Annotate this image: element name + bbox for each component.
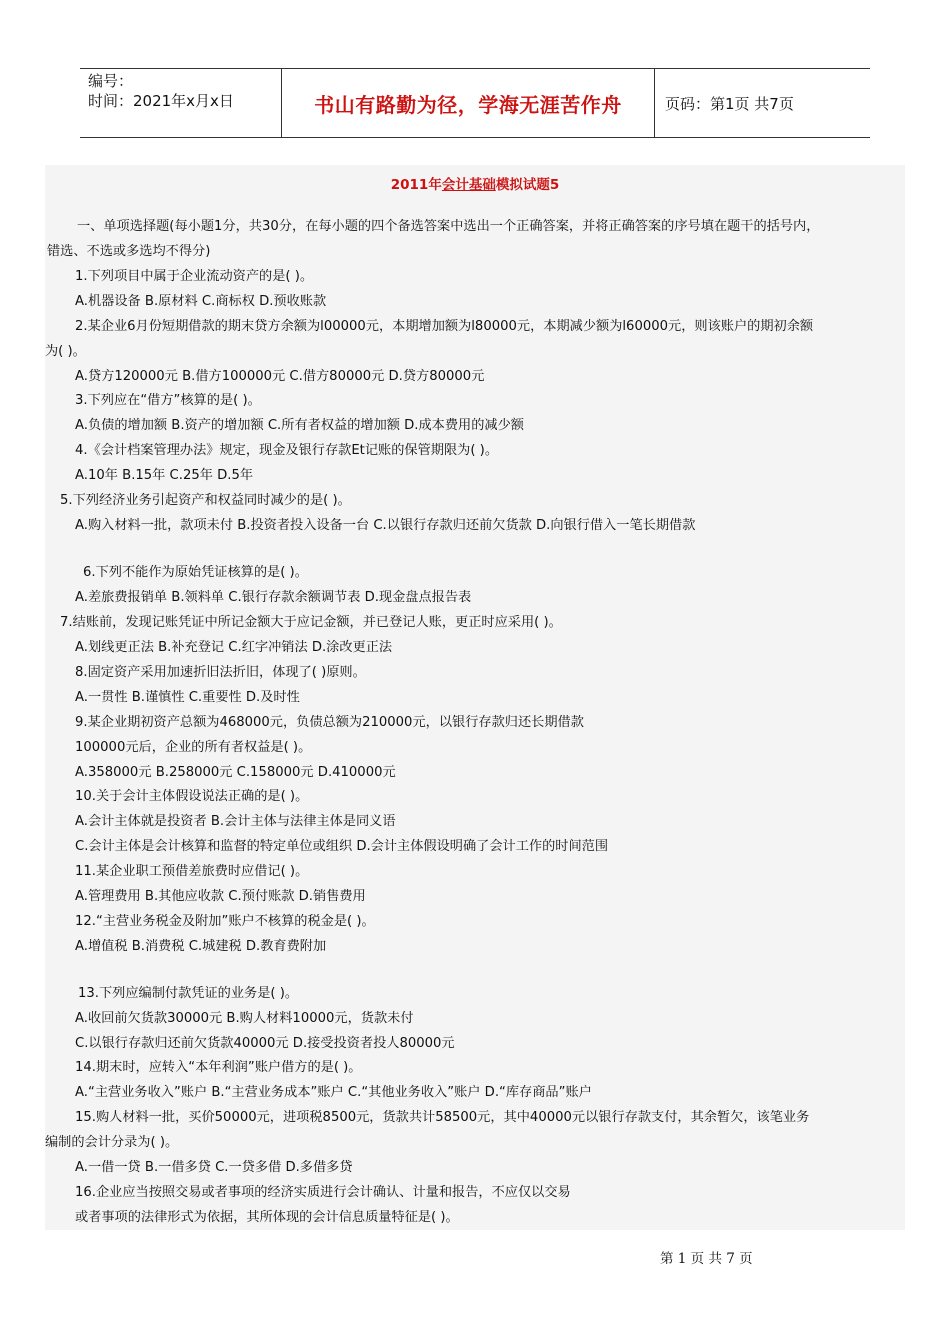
option-line: A.划线更正法 B.补充登记 C.红字冲销法 D.涂改更正法 — [75, 640, 393, 655]
option-line: A.会计主体就是投资者 B.会计主体与法律主体是同义语 — [75, 814, 396, 829]
question-line: 100000元后，企业的所有者权益是( )。 — [75, 740, 312, 755]
title-rest: 模拟试题5 — [495, 177, 560, 193]
question-line: 14.期末时，应转入“本年利润”账户借方的是( )。 — [75, 1060, 362, 1075]
exam-content — [45, 165, 905, 1230]
option-line: A.收回前欠货款30000元 B.购人材料10000元，货款未付 — [75, 1011, 414, 1026]
option-line: A.差旅费报销单 B.领料单 C.银行存款余额调节表 D.现金盘点报告表 — [75, 590, 472, 605]
date-label: 时间：2021年x月x日 — [88, 92, 234, 110]
question-line: 9.某企业期初资产总额为468000元，负债总额为210000元，以银行存款归还长期借款 — [75, 715, 584, 730]
question-line: 6.下列不能作为原始凭证核算的是( )。 — [83, 565, 308, 580]
question-line: 10.关于会计主体假设说法正确的是( )。 — [75, 789, 309, 804]
question-line: 编制的会计分录为( )。 — [45, 1135, 179, 1150]
option-line: A.贷方120000元 B.借方100000元 C.借方80000元 D.贷方80000元 — [75, 369, 485, 384]
option-line: A.“主营业务收入”账户 B.“主营业务成本”账户 C.“其他业务收入”账户 D.“库存商品”账户 — [75, 1085, 592, 1100]
question-line: 或者事项的法律形式为依据，其所体现的会计信息质量特征是( )。 — [75, 1210, 459, 1225]
option-line: A.管理费用 B.其他应收款 C.预付账款 D.销售费用 — [75, 889, 366, 904]
option-line: A.一借一贷 B.一借多贷 C.一贷多借 D.多借多贷 — [75, 1160, 353, 1175]
option-line: A.机器设备 B.原材料 C.商标权 D.预收账款 — [75, 294, 327, 309]
option-line: C.以银行存款归还前欠货款40000元 D.接受投资者投人80000元 — [75, 1036, 455, 1051]
question-line: 7.结账前，发现记账凭证中所记金额大于应记金额，并已登记人账，更正时应采用( )。 — [60, 615, 562, 630]
question-line: 12.“主营业务税金及附加”账户不核算的税金是( )。 — [75, 914, 375, 929]
option-line: A.购入材料一批，款项未付 B.投资者投入设备一台 C.以银行存款归还前欠货款 D.向银行借入一笔长期借款 — [75, 518, 696, 533]
question-line: 13.下列应编制付款凭证的业务是( )。 — [78, 986, 299, 1001]
instruction-line: 错选、不选或多选均不得分) — [47, 244, 211, 259]
question-line: 为( )。 — [45, 344, 86, 359]
question-line: 5.下列经济业务引起资产和权益同时减少的是( )。 — [60, 493, 351, 508]
title-year: 2011年 — [390, 177, 442, 193]
question-line: 16.企业应当按照交易或者事项的经济实质进行会计确认、计量和报告，不应仅以交易 — [75, 1185, 571, 1200]
option-line: A.358000元 B.258000元 C.158000元 D.410000元 — [75, 765, 396, 780]
question-line: 8.固定资产采用加速折旧法折旧，体现了( )原则。 — [75, 665, 366, 680]
title-link[interactable]: 会计基础 — [441, 177, 496, 193]
code-label: 编号： — [88, 72, 134, 90]
question-line: 3.下列应在“借方”核算的是( )。 — [75, 393, 261, 408]
question-line: 15.购人材料一批，买价50000元，进项税8500元，货款共计58500元，其中40000元以银行存款支付，其余暂欠，该笔业务 — [75, 1110, 810, 1125]
document-header — [80, 68, 870, 138]
header-meta — [80, 69, 280, 137]
header-page-label: 页码：第1页 共7页 — [665, 94, 794, 113]
exam-title — [45, 173, 905, 193]
option-line: C.会计主体是会计核算和监督的特定单位或组织 D.会计主体假设明确了会计工作的时间范围 — [75, 839, 609, 854]
header-motto: 书山有路勤为径，学海无涯苦作舟 — [281, 69, 655, 137]
option-line: A.一贯性 B.谨慎性 C.重要性 D.及时性 — [75, 690, 300, 705]
page-footer: 第 1 页 共 7 页 — [660, 1251, 753, 1267]
instruction-line: 一、单项选择题(每小题1分，共30分，在每小题的四个备选答案中选出一个正确答案，并将正确答案的序号填在题干的括号内， — [77, 219, 820, 234]
question-line: 2.某企业6月份短期借款的期末贷方余额为l00000元，本期增加额为l80000元，本期减少额为l60000元，则该账户的期初余额 — [75, 319, 814, 334]
option-line: A.增值税 B.消费税 C.城建税 D.教育费附加 — [75, 939, 327, 954]
option-line: A.负债的增加额 B.资产的增加额 C.所有者权益的增加额 D.成本费用的减少额 — [75, 418, 524, 433]
question-line: 1.下列项目中属于企业流动资产的是( )。 — [75, 269, 314, 284]
question-line: 4.《会计档案管理办法》规定，现金及银行存款Et记账的保管期限为( )。 — [75, 443, 499, 458]
question-line: 11.某企业职工预借差旅费时应借记( )。 — [75, 864, 309, 879]
option-line: A.10年 B.15年 C.25年 D.5年 — [75, 468, 254, 483]
